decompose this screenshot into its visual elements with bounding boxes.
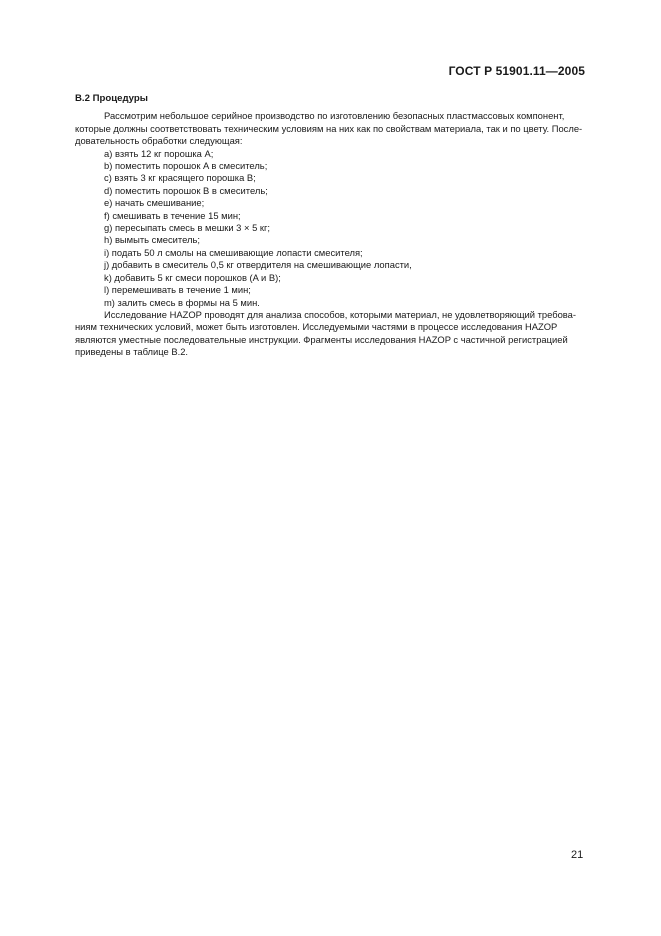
page-number: 21 — [571, 849, 584, 861]
closing-line: ниям технических условий, может быть изготовлен. Исследуемыми частями в процессе исследования HAZOP — [75, 321, 558, 333]
closing-paragraph — [75, 308, 584, 359]
procedure-step: h) вымыть смеситель; — [104, 234, 200, 246]
procedure-step: g) пересыпать смесь в мешки 3 × 5 кг; — [104, 222, 271, 234]
intro-line: довательность обработки следующая: — [75, 135, 243, 147]
intro-line: которые должны соответствовать техническим условиям на них как по свойствам материала, так и по цвету. После- — [75, 122, 583, 134]
procedure-step: a) взять 12 кг порошка A; — [104, 147, 214, 159]
procedure-step: j) добавить в смеситель 0,5 кг отвердителя на смешивающие лопасти, — [104, 259, 412, 271]
closing-line: Исследование HAZOP проводят для анализа способов, которыми материал, не удовлетворяющий требова- — [104, 308, 577, 320]
procedure-step: e) начать смешивание; — [104, 197, 205, 209]
intro-paragraph — [75, 110, 584, 147]
procedure-step: f) смешивать в течение 15 мин; — [104, 209, 241, 221]
closing-line: являются уместные последовательные инструкции. Фрагменты исследования HAZOP с частичной регистрацией — [75, 333, 568, 345]
intro-line: Рассмотрим небольшое серийное производство по изготовлению безопасных пластмассовых компонент, — [104, 110, 565, 122]
procedure-step: c) взять 3 кг красящего порошка B; — [104, 172, 256, 184]
procedure-steps — [104, 148, 584, 309]
procedure-step: b) поместить порошок A в смеситель; — [104, 160, 268, 172]
procedure-step: l) перемешивать в течение 1 мин; — [104, 284, 251, 296]
section-heading: В.2 Процедуры — [75, 93, 148, 104]
procedure-step: m) залить смесь в формы на 5 мин. — [104, 296, 260, 308]
procedure-step: d) поместить порошок B в смеситель; — [104, 184, 268, 196]
procedure-step: i) подать 50 л смолы на смешивающие лопасти смесителя; — [104, 246, 363, 258]
document-code: ГОСТ Р 51901.11—2005 — [448, 64, 585, 78]
page-body — [75, 93, 584, 359]
procedure-step: k) добавить 5 кг смеси порошков (A и B); — [104, 271, 281, 283]
closing-line: приведены в таблице B.2. — [75, 346, 189, 358]
